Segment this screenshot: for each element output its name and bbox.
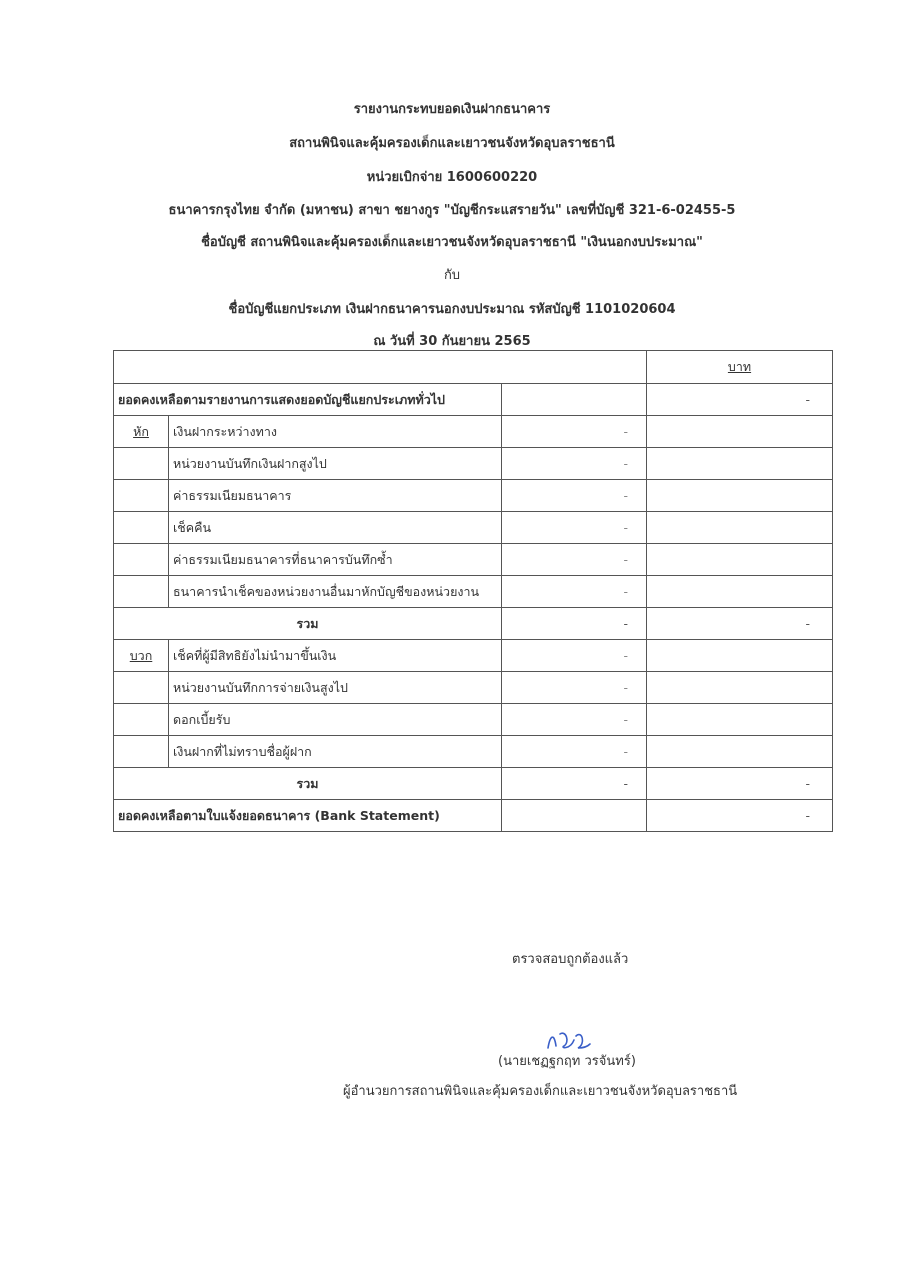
deduct-item-label: หน่วยงานบันทึกเงินฝากสูงไป	[169, 448, 502, 480]
deduct-item-value: -	[502, 512, 647, 544]
deduct-item-value: -	[502, 576, 647, 608]
add-item-value: -	[502, 640, 647, 672]
table-row	[114, 480, 833, 512]
table-row	[114, 544, 833, 576]
deduct-total-net: -	[647, 608, 833, 640]
table-row	[114, 448, 833, 480]
table-row	[114, 640, 833, 672]
table-row	[114, 416, 833, 448]
ledger-balance-row	[114, 384, 833, 416]
deduct-total-label: รวม	[114, 608, 502, 640]
add-total-label: รวม	[114, 768, 502, 800]
report-title: รายงานกระทบยอดเงินฝากธนาคาร	[353, 102, 551, 117]
add-item-value: -	[502, 736, 647, 768]
add-item-label: เช็คที่ผู้มีสิทธิยังไม่นำมาขึ้นเงิน	[169, 640, 502, 672]
deduct-item-value: -	[502, 416, 647, 448]
deduct-total-value: -	[502, 608, 647, 640]
table-row	[114, 672, 833, 704]
ledger-account-info: ชื่อบัญชีแยกประเภท เงินฝากธนาคารนอกงบประมาณ รหัสบัญชี 1101020604	[228, 302, 676, 317]
deduct-item-label: ค่าธรรมเนียมธนาคาร	[169, 480, 502, 512]
currency-label: บาท	[647, 351, 833, 384]
deduct-item-label: ค่าธรรมเนียมธนาคารที่ธนาคารบันทึกซ้ำ	[169, 544, 502, 576]
ledger-balance-label: ยอดคงเหลือตามรายงานการแสดงยอดบัญชีแยกประเภททั่วไป	[114, 384, 502, 416]
deduct-label: หัก	[114, 416, 169, 448]
bank-balance-value: -	[647, 800, 833, 832]
signer-title: ผู้อำนวยการสถานพินิจและคุ้มครองเด็กและเยาวชนจังหวัดอุบลราชธานี	[343, 1084, 738, 1099]
deduct-item-value: -	[502, 480, 647, 512]
table-row	[114, 576, 833, 608]
add-label: บวก	[114, 640, 169, 672]
bank-account-info: ธนาคารกรุงไทย จำกัด (มหาชน) สาขา ชยางกูร "บัญชีกระแสรายวัน" เลขที่บัญชี 321-6-02455-5	[168, 203, 736, 218]
deduct-item-label: เงินฝากระหว่างทาง	[169, 416, 502, 448]
deduct-item-label: ธนาคารนำเช็คของหน่วยงานอื่นมาหักบัญชีของหน่วยงาน	[169, 576, 502, 608]
bank-balance-row	[114, 800, 833, 832]
verified-text: ตรวจสอบถูกต้องแล้ว	[512, 952, 629, 967]
add-item-label: ดอกเบี้ยรับ	[169, 704, 502, 736]
deduct-total-row	[114, 608, 833, 640]
add-item-value: -	[502, 704, 647, 736]
with-label: กับ	[443, 268, 461, 283]
deduct-item-value: -	[502, 544, 647, 576]
table-row	[114, 736, 833, 768]
add-total-net: -	[647, 768, 833, 800]
table-row	[114, 704, 833, 736]
disbursement-unit: หน่วยเบิกจ่าย 1600600220	[366, 170, 538, 185]
report-date: ณ วันที่ 30 กันยายน 2565	[373, 334, 531, 349]
account-name: ชื่อบัญชี สถานพินิจและคุ้มครองเด็กและเยาวชนจังหวัดอุบลราชธานี "เงินนอกงบประมาณ"	[201, 235, 703, 250]
deduct-item-label: เช็คคืน	[169, 512, 502, 544]
deduct-item-value: -	[502, 448, 647, 480]
agency-name: สถานพินิจและคุ้มครองเด็กและเยาวชนจังหวัดอุบลราชธานี	[289, 136, 615, 151]
reconciliation-table	[113, 350, 833, 832]
ledger-balance-value: -	[647, 384, 833, 416]
bank-balance-label: ยอดคงเหลือตามใบแจ้งยอดธนาคาร (Bank Statement)	[114, 800, 502, 832]
add-total-value: -	[502, 768, 647, 800]
table-header-row	[114, 351, 833, 384]
add-item-label: เงินฝากที่ไม่ทราบชื่อผู้ฝาก	[169, 736, 502, 768]
table-row	[114, 512, 833, 544]
add-item-label: หน่วยงานบันทึกการจ่ายเงินสูงไป	[169, 672, 502, 704]
signer-name: (นายเชฏฐกฤท วรจันทร์)	[498, 1054, 636, 1069]
add-item-value: -	[502, 672, 647, 704]
add-total-row	[114, 768, 833, 800]
